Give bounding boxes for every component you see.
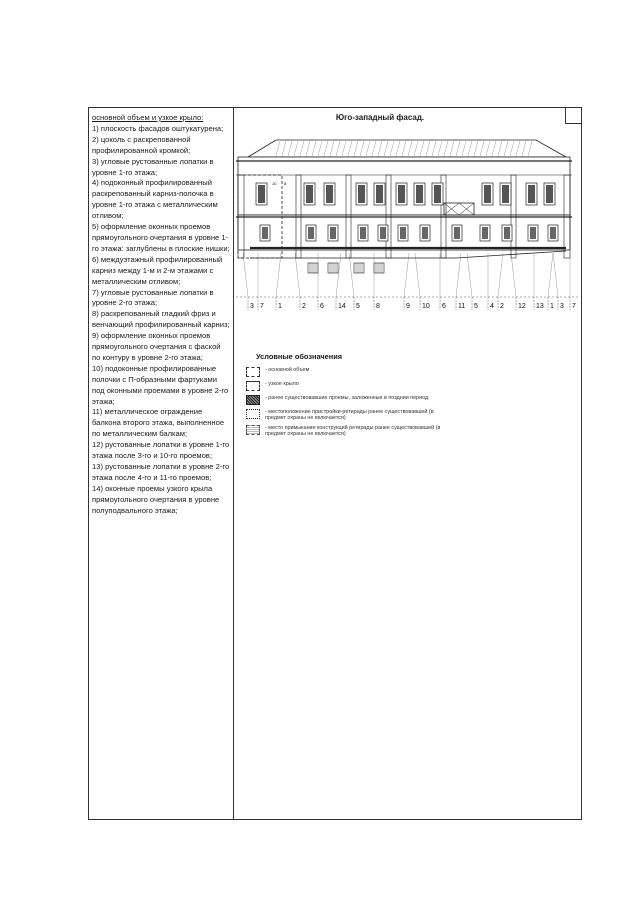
callout-number: 3 — [250, 303, 254, 310]
callout-number: 7 — [260, 303, 264, 310]
lower-window-glass — [530, 227, 536, 239]
callout-number: 2 — [302, 303, 306, 310]
basement-window — [354, 263, 364, 273]
description-item: 5) оформление оконных проемов прямоугольного очертания в уровне 1-го этажа: заглублены в плоские нишки; — [92, 222, 230, 253]
facade-title: Юго-западный фасад. — [335, 113, 425, 122]
legend-item — [246, 367, 446, 377]
legend-text: - место примыкания конструкций ретирады ранее существовавшей (в предмет охраны не включается) — [265, 425, 441, 437]
callout-pointer — [404, 253, 409, 297]
legend — [246, 352, 446, 441]
legend-item — [246, 395, 446, 405]
callout-pointer — [456, 253, 461, 297]
lower-window-glass — [380, 227, 386, 239]
callout-pointer — [349, 253, 354, 297]
description-item: 8) раскрепованный гладкий фриз и венчающий профилированный карниз; — [92, 309, 230, 330]
callout-pointer — [467, 253, 472, 297]
upper-window-glass — [258, 185, 265, 203]
corner-box — [565, 107, 582, 124]
lower-window-glass — [422, 227, 428, 239]
callout-pointer — [243, 253, 248, 297]
legend-item — [246, 425, 446, 437]
description-item: 10) подоконные профилированные полочки с П-образными фартуками под оконными проемами в уровне 2-го этажа; — [92, 363, 229, 406]
upper-window-glass — [376, 185, 383, 203]
description-item: 11) металлическое ограждение балкона второго этажа, выполненное по металлическим балкам; — [92, 407, 225, 439]
roof — [248, 140, 566, 157]
callout-number: 7 — [572, 303, 576, 310]
description-column — [92, 113, 230, 517]
legend-text: - местоположение пристройки-ретирады ранее существовавшей (в предмет охраны не включается) — [265, 409, 434, 421]
legend-text: - ранее существовавшие проемы, заложенные в позднии период — [265, 395, 429, 401]
callout-number: 13 — [536, 303, 544, 310]
legend-items — [246, 367, 446, 437]
description-item: 6) междуэтажный профилированный карниз между 1-м и 2-м этажами с металлическим отливом; — [92, 254, 223, 286]
lower-window-glass — [360, 227, 366, 239]
description-item: 2) цоколь с раскрепованной профилированной кромкой; — [92, 134, 191, 155]
basement-window — [328, 263, 338, 273]
callout-pointer — [415, 253, 420, 297]
description-item: 3) угловые рустованные лопатки в уровне 1-го этажа; — [92, 156, 214, 177]
upper-window-glass — [416, 185, 423, 203]
callout-number: 6 — [320, 303, 324, 310]
plinth — [250, 251, 566, 258]
callout-group — [243, 253, 576, 310]
upper-window-glass — [358, 185, 365, 203]
lower-window-glass — [482, 227, 488, 239]
lower-window-glass — [400, 227, 406, 239]
callout-number: 8 — [376, 303, 380, 310]
callout-number: 9 — [406, 303, 410, 310]
callout-number: 1 — [550, 303, 554, 310]
description-item: 14) оконные проемы узкого крыла прямоугольного очертания в уровне полуподвального этажа; — [92, 483, 220, 515]
upper-window-glass — [398, 185, 405, 203]
legend-symbol-hatch — [246, 395, 260, 405]
legend-symbol-dash2 — [246, 381, 260, 391]
callout-number: 3 — [560, 303, 564, 310]
mark-10: 10 — [272, 181, 277, 186]
legend-item — [246, 409, 446, 421]
callout-number: 1 — [278, 303, 282, 310]
mark-8: 8 — [284, 181, 287, 186]
callout-number: 12 — [518, 303, 526, 310]
callout-number: 4 — [490, 303, 494, 310]
lower-window-glass — [308, 227, 314, 239]
callout-pointer — [548, 253, 553, 297]
legend-symbol-dash — [246, 367, 260, 377]
legend-text: - узкое крыло — [265, 381, 299, 387]
callout-number: 11 — [458, 303, 466, 310]
callout-pointer — [498, 253, 503, 297]
callout-pointer — [511, 253, 516, 297]
basement-windows — [308, 263, 384, 273]
description-item: 7) угловые рустованные лопатки в уровне 2-го этажа; — [92, 287, 214, 308]
lower-window-glass — [262, 227, 268, 239]
legend-item — [246, 381, 446, 391]
callout-number: 5 — [356, 303, 360, 310]
basement-window — [308, 263, 318, 273]
lower-window-glass — [550, 227, 556, 239]
callout-pointer — [295, 253, 300, 297]
upper-window-glass — [326, 185, 333, 203]
callout-pointer — [553, 253, 558, 297]
upper-window-glass — [434, 185, 441, 203]
description-item: 9) оформление оконных проемов прямоугольного очертания с фаской по контуру в уровне 2-го этажа; — [92, 331, 221, 362]
facade-drawing — [236, 125, 578, 315]
lower-window-glass — [330, 227, 336, 239]
upper-window-glass — [528, 185, 535, 203]
legend-text: - основной объем — [265, 367, 310, 373]
column-divider — [233, 107, 234, 820]
legend-title: Условные обозначения — [256, 352, 343, 361]
basement-window — [374, 263, 384, 273]
upper-window-glass — [484, 185, 491, 203]
callout-pointer — [336, 253, 341, 297]
description-item: 1) плоскость фасадов оштукатурена; — [92, 123, 224, 133]
description-heading: основной объем и узкое крыло: — [92, 113, 204, 122]
lower-window-glass — [504, 227, 510, 239]
description-item: 12) рустованные лопатки в уровне 1-го этажа после 3-го и 10-го проемов; — [92, 440, 230, 461]
callout-pointer — [276, 253, 281, 297]
upper-window-glass — [306, 185, 313, 203]
callout-number: 6 — [442, 303, 446, 310]
legend-symbol-grid — [246, 425, 260, 435]
legend-symbol-dots — [246, 409, 260, 419]
callout-number: 10 — [422, 303, 430, 310]
description-item: 4) подоконный профилированный раскрепованный карниз-полочка в уровне 1-го этажа с металлическим отливом; — [92, 178, 218, 221]
description-list — [92, 124, 230, 517]
upper-window-glass — [546, 185, 553, 203]
lower-window-glass — [454, 227, 460, 239]
callout-number: 2 — [500, 303, 504, 310]
description-item: 13) рустованные лопатки в уровне 2-го этажа после 4-го и 11-го проемов; — [92, 462, 230, 482]
upper-window-glass — [502, 185, 509, 203]
callout-number: 14 — [338, 303, 346, 310]
callout-number: 5 — [474, 303, 478, 310]
